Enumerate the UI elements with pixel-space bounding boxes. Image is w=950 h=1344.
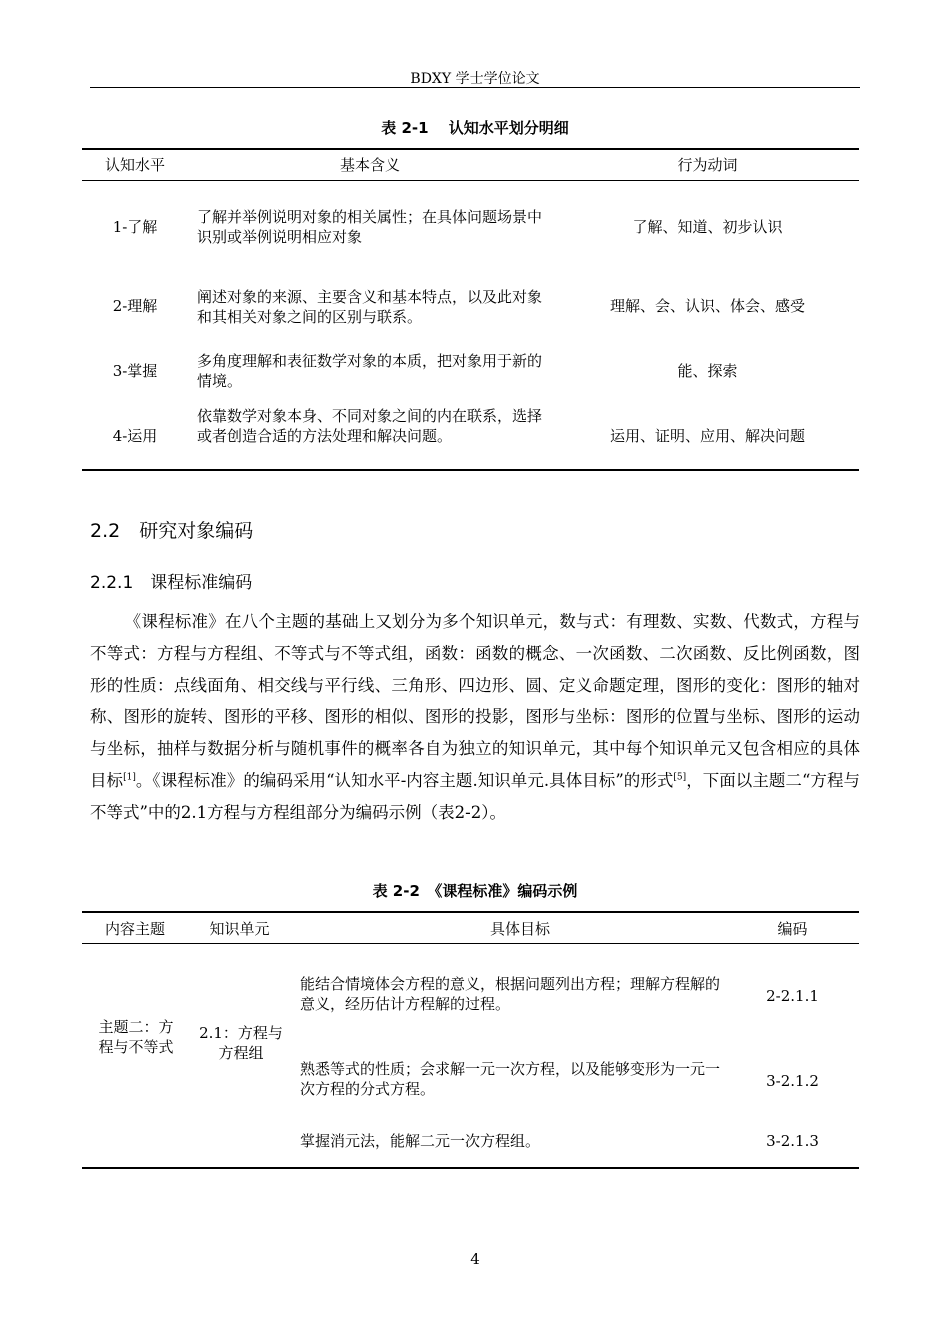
table1-header-meaning: 基本含义 [339,156,400,174]
citation-ref[interactable]: [1] [123,772,136,783]
section-heading: 2.2 研究对象编码 [90,520,254,542]
subsection-heading: 2.2.1 课程标准编码 [90,573,253,593]
table1-meaning: 了解并举例说明对象的相关属性；在具体问题场景中识别或举例说明相应对象 [197,208,543,246]
table2-code: 3-2.1.2 [766,1072,819,1090]
table2-code: 3-2.1.3 [766,1132,819,1150]
para-text-b: 。《课程标准》的编码采用“认知水平-内容主题.知识单元.具体目标”的形式 [135,770,674,790]
table1-header-rule [82,180,859,181]
table2-header-topic: 内容主题 [104,920,165,938]
para-text-a: 《课程标准》在八个主题的基础上又划分为多个知识单元，数与式：有理数、实数、代数式，方程与不等式：方程与方程组、不等式与不等式组，函数：函数的概念、一次函数、二次函数、反比例函数，图形的性质：点线面角、相交线与平行线、三角形、四边形、圆、定义命题定理，图形的变化：图形的轴对称、图形的旋转、图形的平移、图形的相似、图形的投影，图形与坐标：图形的位置与坐标、图形的运动与坐标，抽样与数据分析与随机事件的概率各自为独立的知识单元，其中每个知识单元又包含相应的具体目标 [90,612,860,790]
table1-bottom-rule [82,469,859,471]
table1-verbs: 能、探索 [677,362,738,380]
table2-caption: 表 2-2 《课程标准》编码示例 [372,882,578,900]
table2-header-goal: 具体目标 [489,920,550,938]
table1-level: 3-掌握 [112,362,158,380]
table2-code: 2-2.1.1 [766,987,819,1005]
header-rule [90,87,860,88]
table2-header-rule [82,943,859,944]
table2-header-code: 编码 [777,920,808,938]
table2-goal: 熟悉等式的性质；会求解一元一次方程，以及能够变形为一元一次方程的分式方程。 [300,1060,721,1098]
table1-meaning: 依靠数学对象本身、不同对象之间的内在联系，选择或者创造合适的方法处理和解决问题。 [197,407,543,445]
citation-ref[interactable]: [5] [673,772,687,783]
table1-meaning: 阐述对象的来源、主要含义和基本特点，以及此对象和其相关对象之间的区别与联系。 [197,288,543,326]
table1-top-rule [82,148,859,150]
body-paragraph [90,606,860,829]
table1-level: 2-理解 [112,297,158,315]
table2-top-rule [82,911,859,913]
para-text-c: ，下面以主题二“方程与不等式”中的2.1方程与方程组部分为编码示例（表2-2）。 [90,770,861,822]
table1-verbs: 运用、证明、应用、解决问题 [609,427,805,445]
table1-level: 1-了解 [112,218,158,236]
page-number: 4 [470,1250,480,1268]
table1-header-verbs: 行为动词 [677,156,738,174]
table1-level: 4-运用 [112,427,158,445]
running-header: BDXY 学士学位论文 [410,71,540,87]
table2-bottom-rule [82,1167,859,1169]
table2-goal: 掌握消元法，能解二元一次方程组。 [300,1132,541,1150]
table2-unit: 2.1：方程与方程组 [199,1024,283,1062]
table1-verbs: 理解、会、认识、体会、感受 [609,297,805,315]
table2-goal: 能结合情境体会方程的意义，根据问题列出方程；理解方程解的意义，经历估计方程解的过程。 [300,975,721,1013]
table1-meaning: 多角度理解和表征数学对象的本质，把对象用于新的情境。 [197,352,543,390]
table1-caption: 表 2-1 认知水平划分明细 [381,119,569,137]
table2-topic: 主题二：方程与不等式 [98,1018,174,1056]
table2-header-unit: 知识单元 [209,920,270,938]
table1-verbs: 了解、知道、初步认识 [632,218,783,236]
table1-header-level: 认知水平 [104,156,165,174]
